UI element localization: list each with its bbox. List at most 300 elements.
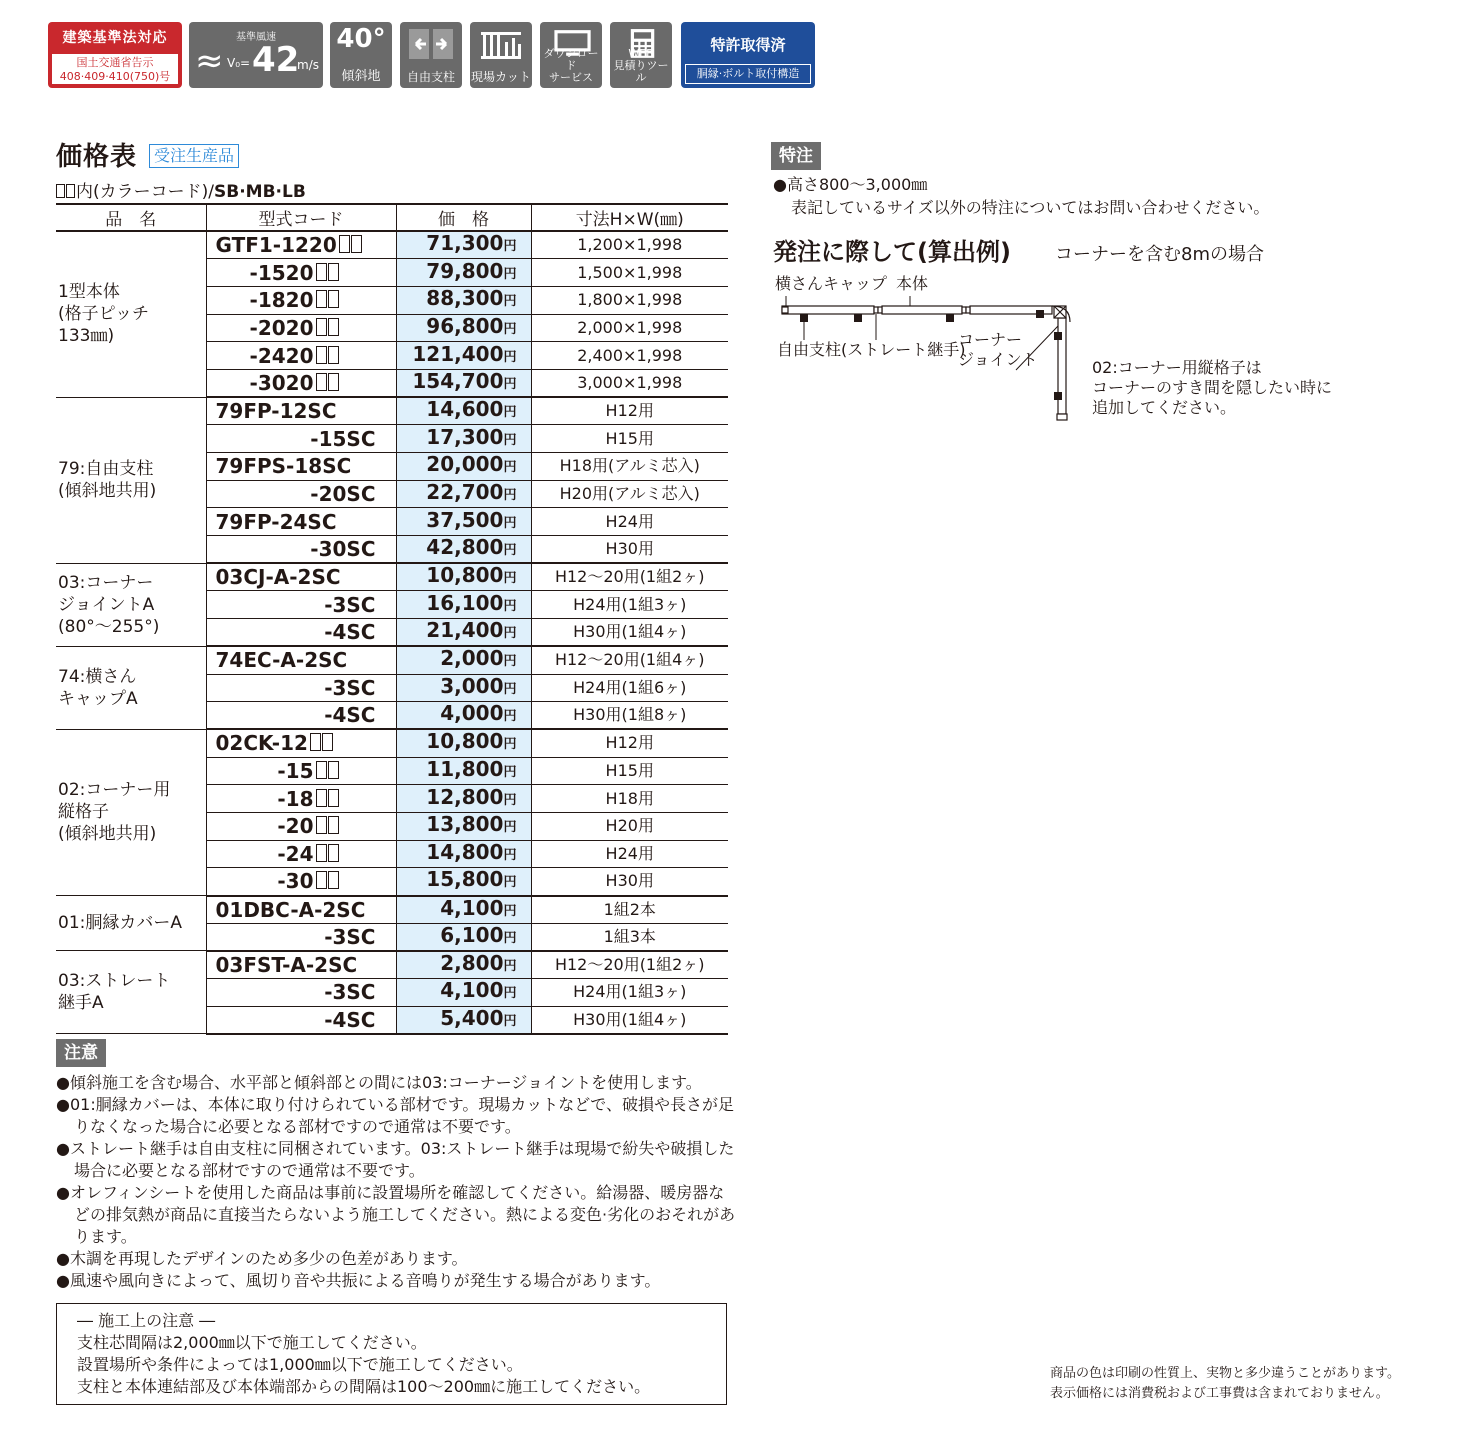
- yen-unit: 円: [503, 266, 517, 282]
- special-inquiry: 表記しているサイズ以外の特注についてはお問い合わせください。: [791, 198, 1270, 217]
- color-box-icon: [316, 290, 327, 308]
- header-code: 型式コード: [206, 204, 396, 231]
- price-value: 42,800: [426, 535, 504, 560]
- color-box-icon: [316, 318, 327, 336]
- price-value: 96,800: [426, 313, 504, 338]
- price-cell: [396, 729, 531, 757]
- price-cell: [396, 674, 531, 702]
- size-cell: 1,200×1,998: [531, 231, 728, 259]
- special-height: ●高さ800〜3,000㎜: [773, 175, 928, 194]
- model-code: [206, 868, 396, 896]
- size-cell: H15用: [531, 757, 728, 785]
- model-code-text: -24: [277, 841, 314, 866]
- yen-unit: 円: [503, 460, 517, 476]
- price-value: 21,400: [426, 618, 504, 643]
- price-value: 14,800: [426, 839, 504, 864]
- yen-unit: 円: [503, 930, 517, 946]
- model-code: [206, 702, 396, 730]
- yen-unit: 円: [503, 875, 517, 891]
- table-row: [56, 397, 728, 425]
- price-value: 16,100: [426, 590, 504, 615]
- price-value: 10,800: [426, 563, 504, 588]
- yen-unit: 円: [503, 571, 517, 587]
- model-code: [206, 840, 396, 868]
- label-vertical2: コーナーのすき間を隠したい時に: [1092, 378, 1333, 397]
- product-name: 03:ストレート 継手A: [56, 951, 206, 1034]
- model-code: [206, 757, 396, 785]
- table-row: [56, 729, 728, 757]
- model-code-text: -18: [277, 786, 314, 811]
- model-code-text: -20SC: [310, 482, 376, 507]
- color-codes: SB·MB·LB: [214, 182, 306, 202]
- wind-label: 基準風速: [236, 32, 276, 43]
- download-badge: [540, 22, 602, 88]
- construction-notes-box: [56, 1303, 727, 1405]
- price-cell: [396, 342, 531, 370]
- color-box-icon: [316, 346, 327, 364]
- price-value: 37,500: [426, 507, 504, 532]
- web-estimate-badge: [610, 22, 672, 88]
- size-cell: H12〜20用(1組2ヶ): [531, 951, 728, 979]
- price-cell: [396, 702, 531, 730]
- onsite-cut-label: 現場カット: [471, 70, 531, 84]
- diagram-post: [1054, 332, 1062, 340]
- size-cell: H20用(アルミ芯入): [531, 480, 728, 508]
- size-cell: H12〜20用(1組4ヶ): [531, 646, 728, 674]
- size-cell: 2,400×1,998: [531, 342, 728, 370]
- color-box-icon: [351, 235, 362, 253]
- model-code: [206, 951, 396, 979]
- price-cell: [396, 619, 531, 647]
- size-cell: H12用: [531, 729, 728, 757]
- table-row: [56, 646, 728, 674]
- price-value: 10,800: [426, 729, 504, 754]
- color-box-icon: [328, 346, 339, 364]
- box-line: 支柱と本体連結部及び本体端部からの間隔は100〜200㎜に施工してください。: [77, 1377, 651, 1396]
- price-cell: [396, 840, 531, 868]
- size-cell: H24用: [531, 508, 728, 536]
- note-item: ●01:胴縁カバーは、本体に取り付けられている部材です。現場カットなどで、破損や長さが足りなくなった場合に必要となる部材ですので通常は不要です。: [56, 1095, 734, 1136]
- color-box-icon: [328, 789, 339, 807]
- price-cell: [396, 369, 531, 397]
- model-code: [206, 453, 396, 481]
- yen-unit: 円: [503, 903, 517, 919]
- table-row: [56, 896, 728, 924]
- label-corner1: コーナー: [958, 330, 1023, 349]
- yen-unit: 円: [503, 654, 517, 670]
- yen-unit: 円: [503, 626, 517, 642]
- slope-value: 40°: [336, 24, 386, 54]
- size-cell: H24用(1組3ヶ): [531, 591, 728, 619]
- yen-unit: 円: [503, 598, 517, 614]
- size-cell: 1組3本: [531, 923, 728, 951]
- free-post-badge: [400, 22, 462, 88]
- model-code-text: -1520: [249, 260, 314, 285]
- product-name: 79:自由支柱 (傾斜地共用): [56, 397, 206, 563]
- yen-unit: 円: [503, 405, 517, 421]
- price-cell: [396, 536, 531, 564]
- yen-unit: 円: [503, 377, 517, 393]
- leader-corner: [1016, 326, 1058, 370]
- label-post: 自由支柱(ストレート継手): [777, 340, 966, 359]
- yen-unit: 円: [503, 432, 517, 448]
- yen-unit: 円: [503, 681, 517, 697]
- table-header-row: [56, 204, 728, 231]
- model-code-text: -3SC: [324, 592, 376, 617]
- label-vertical3: 追加してください。: [1092, 398, 1237, 417]
- box-line: 設置場所や条件によっては1,000㎜以下で施工してください。: [77, 1355, 523, 1374]
- box-line: 支柱芯間隔は2,000㎜以下で施工してください。: [77, 1333, 427, 1352]
- color-box-icon: [328, 871, 339, 889]
- size-cell: H30用(1組4ヶ): [531, 619, 728, 647]
- color-box-icon: [322, 733, 333, 751]
- model-code: [206, 314, 396, 342]
- diagram-panel-2: [882, 306, 962, 314]
- model-code: [206, 342, 396, 370]
- price-cell: [396, 397, 531, 425]
- color-box-icon: [328, 844, 339, 862]
- price-value: 2,800: [440, 950, 504, 975]
- size-cell: H20用: [531, 812, 728, 840]
- size-cell: H24用(1組3ヶ): [531, 979, 728, 1007]
- header-price: 価 格: [396, 204, 531, 231]
- product-name: 02:コーナー用 縦格子 (傾斜地共用): [56, 729, 206, 895]
- special-order-tag: 特注: [771, 142, 821, 170]
- model-code: [206, 259, 396, 287]
- footer-notes: [1050, 1364, 1400, 1404]
- price-value: 6,100: [440, 922, 504, 947]
- price-value: 4,000: [440, 701, 504, 726]
- model-code-text: -3SC: [324, 980, 376, 1005]
- yen-unit: 円: [503, 958, 517, 974]
- price-value: 14,600: [426, 397, 504, 422]
- model-code: [206, 508, 396, 536]
- table-row: [56, 951, 728, 979]
- diagram-post: [946, 314, 954, 322]
- price-cell: [396, 563, 531, 591]
- price-value: 11,800: [426, 756, 504, 781]
- size-cell: H12用: [531, 397, 728, 425]
- model-code: [206, 286, 396, 314]
- model-code: [206, 674, 396, 702]
- model-code: [206, 425, 396, 453]
- model-code-text: -30SC: [310, 537, 376, 562]
- price-value: 88,300: [426, 286, 504, 311]
- price-value: 15,800: [426, 867, 504, 892]
- size-cell: 1,800×1,998: [531, 286, 728, 314]
- price-cell: [396, 425, 531, 453]
- size-cell: 1,500×1,998: [531, 259, 728, 287]
- price-table-body: [56, 231, 728, 1034]
- law-sub: [52, 54, 178, 84]
- model-code: [206, 979, 396, 1007]
- color-box-icon: [316, 816, 327, 834]
- price-value: 4,100: [440, 895, 504, 920]
- size-cell: 1組2本: [531, 896, 728, 924]
- color-box-icon: [310, 733, 321, 751]
- color-box-icon: [316, 844, 327, 862]
- wind-value: 42: [252, 40, 300, 80]
- model-code: [206, 369, 396, 397]
- size-cell: H30用: [531, 868, 728, 896]
- yen-unit: 円: [503, 1013, 517, 1029]
- wind-unit: m/s: [297, 58, 319, 72]
- size-cell: H12〜20用(1組2ヶ): [531, 563, 728, 591]
- price-cell: [396, 951, 531, 979]
- model-code: [206, 1006, 396, 1034]
- yen-unit: 円: [503, 764, 517, 780]
- price-value: 71,300: [426, 231, 504, 256]
- price-cell: [396, 646, 531, 674]
- model-code-text: 02CK-12: [215, 731, 308, 756]
- yen-unit: 円: [503, 792, 517, 808]
- price-value: 154,700: [412, 369, 504, 394]
- model-code-text: 79FP-24SC: [215, 509, 337, 534]
- price-cell: [396, 508, 531, 536]
- color-box-icon: [316, 871, 327, 889]
- model-code-text: -3020: [249, 371, 314, 396]
- label-vertical1: 02:コーナー用縦格子は: [1092, 358, 1262, 377]
- diagram-cap: [782, 307, 788, 313]
- color-code-line: [56, 177, 306, 202]
- model-code-text: 03CJ-A-2SC: [215, 565, 341, 590]
- note-item: ●風速や風向きによって、風切り音や共振による音鳴りが発生する場合があります。: [56, 1271, 661, 1290]
- model-code: [206, 591, 396, 619]
- model-code-text: -20: [277, 814, 314, 839]
- patent-title: 特許取得済: [710, 36, 786, 54]
- price-cell: [396, 812, 531, 840]
- yen-unit: 円: [503, 515, 517, 531]
- price-value: 5,400: [440, 1005, 504, 1030]
- yen-unit: 円: [503, 543, 517, 559]
- header-size: 寸法H×W(㎜): [531, 204, 728, 231]
- price-value: 13,800: [426, 812, 504, 837]
- web-label2: 見積りツール: [613, 59, 669, 84]
- note-item: ●オレフィンシートを使用した商品は事前に設置場所を確認してください。給湯器、暖房器などの排気熱が商品に直接当たらないよう施工してください。熱による変色·劣化のおそれがあります。: [56, 1183, 736, 1246]
- price-value: 3,000: [440, 673, 504, 698]
- color-box-icon: [316, 263, 327, 281]
- price-cell: [396, 314, 531, 342]
- price-cell: [396, 286, 531, 314]
- model-code-text: 01DBC-A-2SC: [215, 897, 366, 922]
- model-code-text: -15: [277, 758, 314, 783]
- model-code-text: -3SC: [324, 924, 376, 949]
- size-cell: H30用(1組4ヶ): [531, 1006, 728, 1034]
- note-item: ●ストレート継手は自由支柱に同梱されています。03:ストレート継手は現場で紛失や破損した場合に必要となる部材ですので通常は不要です。: [56, 1139, 735, 1180]
- diagram-post: [1054, 392, 1062, 400]
- model-code: [206, 231, 396, 259]
- model-code: [206, 619, 396, 647]
- web-label: [610, 48, 672, 84]
- model-code-text: -4SC: [324, 620, 376, 645]
- price-cell: [396, 923, 531, 951]
- color-box-icon: [328, 761, 339, 779]
- model-code-text: -30: [277, 869, 314, 894]
- yen-unit: 円: [503, 239, 517, 255]
- product-name: 1型本体 (格子ピッチ 133㎜): [56, 231, 206, 397]
- slope-badge: [330, 22, 392, 88]
- model-code-text: 03FST-A-2SC: [215, 952, 358, 977]
- caution-tag: 注意: [56, 1039, 106, 1067]
- price-value: 22,700: [426, 480, 504, 505]
- price-cell: [396, 480, 531, 508]
- model-code: [206, 536, 396, 564]
- footer-line: 表示価格には消費税および工事費は含まれておりません。: [1050, 1386, 1389, 1401]
- model-code-text: -4SC: [324, 703, 376, 728]
- diagram-cap: [1057, 414, 1067, 420]
- made-to-order-label: 受注生産品: [149, 144, 239, 168]
- price-cell: [396, 868, 531, 896]
- size-cell: H30用: [531, 536, 728, 564]
- size-cell: H18用(アルミ芯入): [531, 453, 728, 481]
- label-body: 本体: [896, 274, 929, 293]
- law-sub2: 408·409·410(750)号: [59, 70, 171, 83]
- yen-unit: 円: [503, 737, 517, 753]
- model-code-text: -15SC: [310, 426, 376, 451]
- model-code: [206, 729, 396, 757]
- yen-unit: 円: [503, 321, 517, 337]
- model-code: [206, 563, 396, 591]
- web-label1: WEB: [628, 47, 654, 60]
- model-code: [206, 923, 396, 951]
- price-value: 79,800: [426, 258, 504, 283]
- size-cell: H24用: [531, 840, 728, 868]
- patent-badge: [681, 22, 815, 88]
- color-box-icon: [316, 789, 327, 807]
- size-cell: 2,000×1,998: [531, 314, 728, 342]
- color-box-icon: [66, 184, 75, 198]
- size-cell: H15用: [531, 425, 728, 453]
- free-post-label: 自由支柱: [406, 70, 455, 84]
- color-box-icon: [328, 318, 339, 336]
- onsite-cut-badge: [470, 22, 532, 88]
- size-cell: H30用(1組8ヶ): [531, 702, 728, 730]
- yen-unit: 円: [503, 709, 517, 725]
- price-cell: [396, 896, 531, 924]
- price-value: 2,000: [440, 646, 504, 671]
- note-item: ●傾斜施工を含む場合、水平部と傾斜部との間には03:コーナージョイントを使用します。: [56, 1073, 702, 1092]
- diagram-joint: [966, 307, 970, 313]
- price-value: 121,400: [412, 341, 504, 366]
- model-code-text: GTF1-1220: [215, 233, 337, 258]
- download-label1: ダウンロード: [543, 47, 599, 72]
- diagram-joint: [878, 307, 882, 313]
- model-code-text: -4SC: [324, 1007, 376, 1032]
- order-example-subtitle: コーナーを含む8mの場合: [1055, 244, 1264, 265]
- product-name: 74:横さん キャップA: [56, 646, 206, 729]
- model-code: [206, 646, 396, 674]
- caution-notes: [56, 1072, 736, 1292]
- yen-unit: 円: [503, 294, 517, 310]
- model-code-text: -3SC: [324, 675, 376, 700]
- model-code: [206, 812, 396, 840]
- price-value: 17,300: [426, 424, 504, 449]
- color-box-icon: [328, 290, 339, 308]
- color-box-icon: [339, 235, 350, 253]
- price-table: [56, 203, 728, 1035]
- model-code-text: -2020: [249, 315, 314, 340]
- diagram-panel-1: [782, 306, 874, 314]
- note-item: ●木調を再現したデザインのため多少の色差があります。: [56, 1249, 468, 1268]
- model-code-text: 79FP-12SC: [215, 399, 337, 424]
- box-title: ― 施工上の注意 ―: [77, 1311, 216, 1330]
- download-label2: サービス: [549, 71, 593, 84]
- footer-line: 商品の色は印刷の性質上、実物と多少違うことがあります。: [1050, 1366, 1400, 1381]
- label-corner2: ジョイント: [958, 350, 1038, 369]
- yen-unit: 円: [503, 349, 517, 365]
- color-box-icon: [328, 816, 339, 834]
- patent-sub: 胴縁·ボルト取付構造: [685, 64, 811, 84]
- size-cell: H18用: [531, 785, 728, 813]
- model-code: [206, 785, 396, 813]
- order-example-title: 発注に際して(算出例): [773, 238, 1011, 266]
- yen-unit: 円: [503, 847, 517, 863]
- wind-v: V₀=: [227, 56, 251, 70]
- model-code-text: -2420: [249, 343, 314, 368]
- price-cell: [396, 757, 531, 785]
- layout-diagram: [770, 270, 1090, 430]
- onsite-cut-icon: [478, 28, 524, 60]
- yen-unit: 円: [503, 986, 517, 1002]
- size-cell: 3,000×1,998: [531, 369, 728, 397]
- product-name: 03:コーナー ジョイントA (80°〜255°): [56, 563, 206, 646]
- price-cell: [396, 591, 531, 619]
- color-box-icon: [316, 761, 327, 779]
- yen-unit: 円: [503, 820, 517, 836]
- model-code-text: 79FPS-18SC: [215, 454, 352, 479]
- model-code: [206, 896, 396, 924]
- model-code: [206, 480, 396, 508]
- price-cell: [396, 231, 531, 259]
- color-box-icon: [328, 373, 339, 391]
- building-standard-badge: [48, 22, 182, 88]
- price-cell: [396, 1006, 531, 1034]
- wind-speed-badge: [189, 22, 323, 88]
- label-cap: 横さんキャップ: [775, 274, 888, 293]
- yen-unit: 円: [503, 488, 517, 504]
- model-code-text: -1820: [249, 288, 314, 313]
- color-box-icon: [328, 263, 339, 281]
- size-cell: H24用(1組6ヶ): [531, 674, 728, 702]
- slope-label: 傾斜地: [341, 69, 381, 84]
- product-name: 01:胴縁カバーA: [56, 896, 206, 951]
- price-value: 12,800: [426, 784, 504, 809]
- price-cell: [396, 453, 531, 481]
- table-row: [56, 231, 728, 259]
- diagram-post: [1036, 310, 1044, 318]
- law-sub1: 国土交通省告示: [76, 56, 154, 69]
- price-cell: [396, 259, 531, 287]
- price-cell: [396, 785, 531, 813]
- price-value: 4,100: [440, 978, 504, 1003]
- price-cell: [396, 979, 531, 1007]
- model-code-text: 74EC-A-2SC: [215, 648, 348, 673]
- wind-icon: ≈: [195, 41, 224, 81]
- price-value: 20,000: [426, 452, 504, 477]
- color-box-icon: [56, 184, 65, 198]
- diagram-post: [800, 314, 808, 322]
- download-label: [540, 48, 602, 84]
- price-table-title: 価格表: [56, 142, 138, 172]
- header-name: 品 名: [56, 204, 206, 231]
- law-title: 建築基準法対応: [62, 30, 168, 46]
- diagram-post: [854, 314, 862, 322]
- free-post-icon: [408, 28, 454, 60]
- color-box-icon: [316, 373, 327, 391]
- model-code: [206, 397, 396, 425]
- color-prefix: 内(カラーコード)/: [76, 182, 214, 202]
- table-row: [56, 563, 728, 591]
